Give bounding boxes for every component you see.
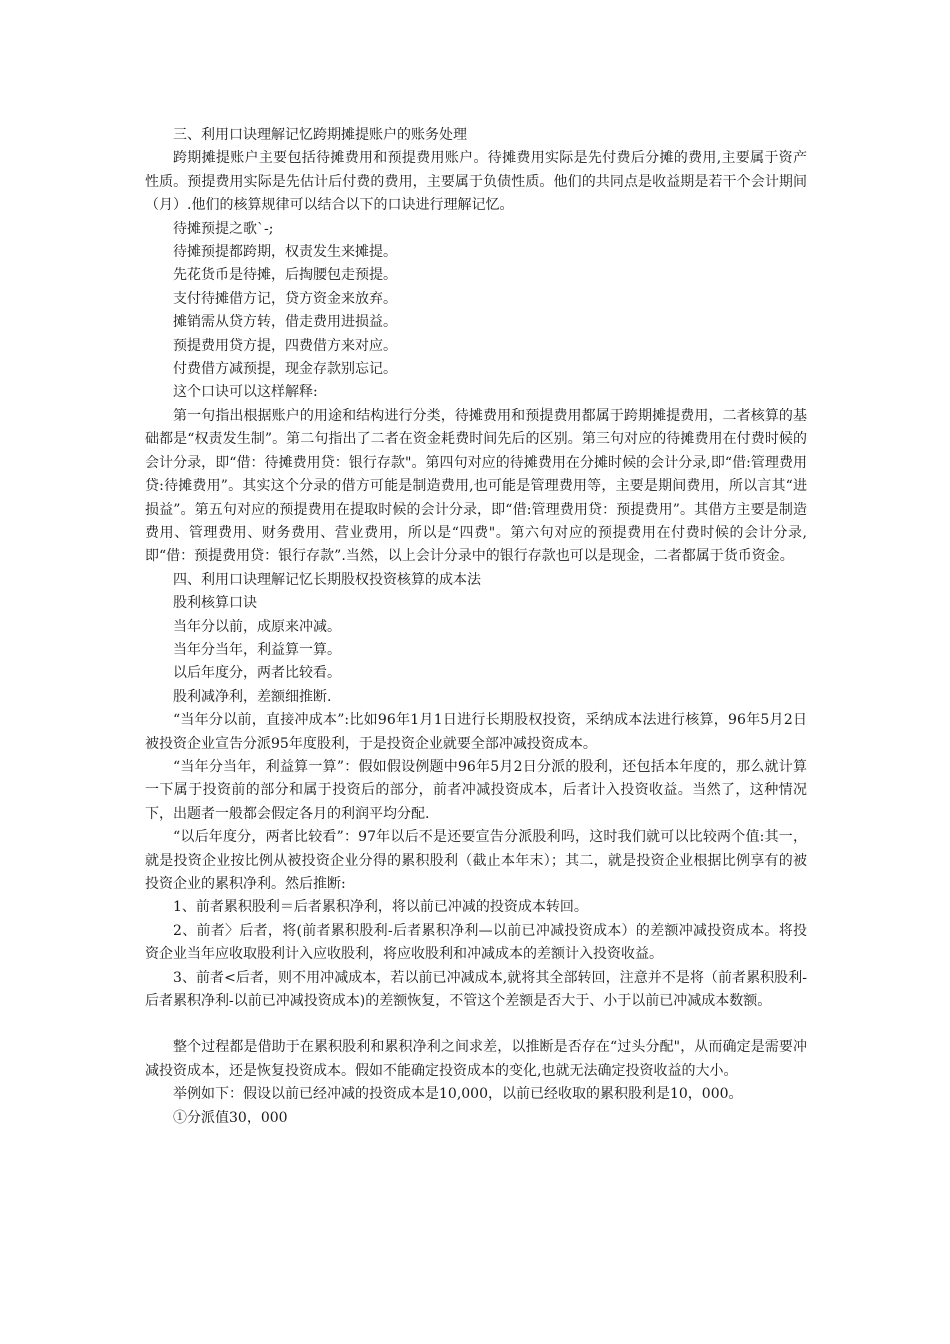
- section-heading-three: 三、利用口诀理解记忆跨期摊提账户的账务处理: [173, 127, 467, 143]
- list-item: 3、前者<后者，则不用冲减成本，若以前已冲减成本,就将其全部转回，注意并不是将（前者累积股利-后者累积净利-以前已冲减投资成本)的差额恢复，不管这个差额是否大于、小于以前已冲减成本数额。: [145, 969, 807, 1010]
- mnemonic-line: 当年分以前，成原来冲减。: [173, 618, 341, 635]
- paragraph: 举例如下：假设以前已经冲减的投资成本是10,000，以前已经收取的累积股利是10，000。: [173, 1086, 743, 1103]
- mnemonic-line: 以后年度分，两者比较看。: [173, 665, 341, 682]
- mnemonic-title: 股利核算口诀: [173, 595, 257, 612]
- paragraph: “当年分以前，直接冲成本”:比如96年1月1日进行长期股权投资，采纳成本法进行核算，96年5月2日被投资企业宣告分派95年度股利，于是投资企业就要全部冲减投资成本。: [145, 712, 807, 752]
- paragraph: 整个过程都是借助于在累积股利和累积净利之间求差，以推断是否存在“过头分配"，从而确定是需要冲减投资成本，还是恢复投资成本。假如不能确定投资成本的变化,也就无法确定投资收益的大小。: [145, 1039, 807, 1079]
- list-item: ①分派值30，000: [173, 1109, 288, 1126]
- paragraph: 第一句指出根据账户的用途和结构进行分类，待摊费用和预提费用都属于跨期摊提费用，二者核算的基础都是“权责发生制”。第二句指出了二者在资金耗费时间先后的区别。第三句对应的待摊费用在付费时候的会计分录，即“借：待摊费用贷：银行存款"。第四句对应的待摊费用在分摊时候的会计分录,即“借:管理费用贷:待摊费用”。其实这个分录的借方可能是制造费用,也可能是管理费用等，主要是期间费用，所以言其“进损益”。第五句对应的预提费用在提取时候的会计分录，即“借:管理费用贷：预提费用”。其借方主要是制造费用、管理费用、财务费用、营业费用，所以是“四费"。第六句对应的预提费用在付费时候的会计分录,即“借：预提费用贷：银行存款”.当然，以上会计分录中的银行存款也可以是现金，二者都属于货币资金。: [145, 407, 807, 565]
- list-item: 1、前者累积股利＝后者累积净利，将以前已冲减的投资成本转回。: [173, 899, 588, 916]
- mnemonic-line: 预提费用贷方提，四费借方来对应。: [173, 337, 397, 354]
- mnemonic-line: 支付待摊借方记，贷方资金来放弃。: [173, 290, 397, 307]
- mnemonic-title: 待摊预提之歌`-;: [173, 220, 274, 237]
- mnemonic-line: 当年分当年，利益算一算。: [173, 641, 341, 658]
- mnemonic-line: 先花货币是待摊，后掏腰包走预提。: [173, 267, 397, 284]
- paragraph: 跨期摊提账户主要包括待摊费用和预提费用账户。待摊费用实际是先付费后分摊的费用,主要属于资产性质。预提费用实际是先估计后付费的费用，主要属于负债性质。他们的共同点是收益期是若干个会计期间（月）.他们的核算规律可以结合以下的口诀进行理解记忆。: [145, 150, 807, 214]
- paragraph: 这个口诀可以这样解释:: [173, 384, 318, 401]
- list-item: 2、前者〉后者，将(前者累积股利-后者累积净利—以前已冲减投资成本）的差额冲减投资成本。将投资企业当年应收取股利计入应收股利，将应收股利和冲减成本的差额计入投资收益。: [145, 922, 807, 963]
- mnemonic-line: 股利减净利，差额细推断.: [173, 688, 332, 705]
- mnemonic-line: 付费借方减预提，现金存款别忘记。: [173, 361, 397, 378]
- mnemonic-line: 摊销需从贷方转，借走费用进损益。: [173, 314, 397, 331]
- paragraph: “当年分当年，利益算一算”：假如假设例题中96年5月2日分派的股利，还包括本年度的，那么就计算一下属于投资前的部分和属于投资后的部分，前者冲减投资成本，后者计入投资收益。当然了，这种情况下，出题者一般都会假定各月的利润平均分配.: [145, 758, 807, 822]
- mnemonic-line: 待摊预提都跨期，权责发生来摊提。: [173, 244, 397, 261]
- document-body: [145, 124, 807, 1130]
- paragraph: “以后年度分，两者比较看”：97年以后不是还要宣告分派股利吗，这时我们就可以比较两个值:其一，就是投资企业按比例从被投资企业分得的累积股利（截止本年末）；其二，就是投资企业根据比例享有的被投资企业的累积净利。然后推断:: [145, 829, 807, 892]
- section-heading-four: 四、利用口诀理解记忆长期股权投资核算的成本法: [173, 571, 481, 588]
